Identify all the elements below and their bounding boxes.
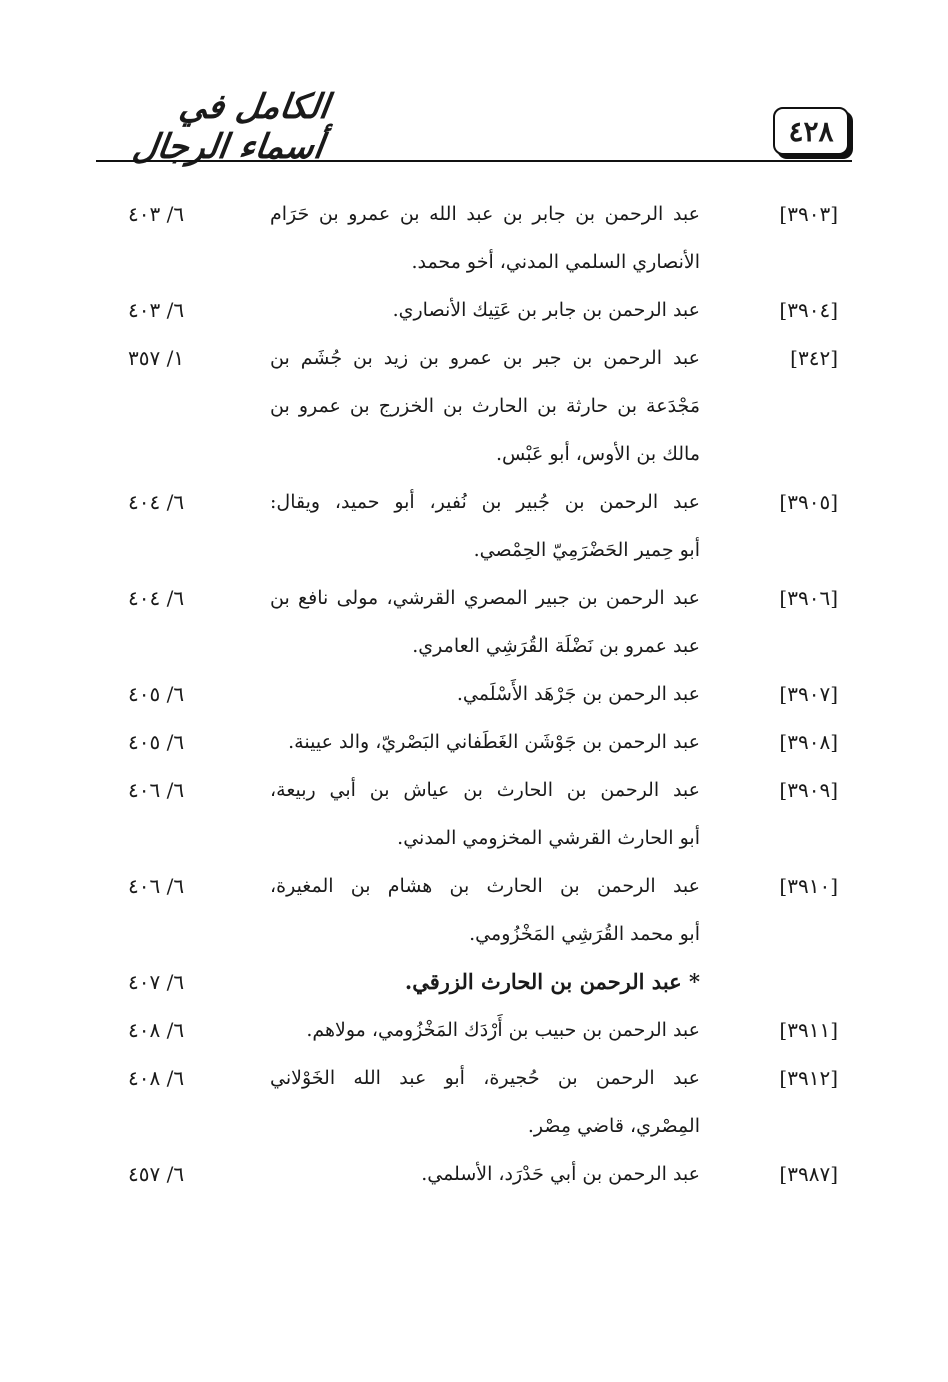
entry-text: عبد الرحمن بن جابر بن عَتِيك الأنصاري. [392, 299, 700, 321]
entry-line [0, 526, 948, 574]
entries-list [0, 190, 948, 1198]
volume-page-reference: ٦/ ٤٠٦ [128, 874, 185, 898]
entry-text: عبد الرحمن بن جَوْشَن الغَطَفاني البَصْريّ، والد عيينة. [288, 731, 700, 753]
volume-page-reference: ٦/ ٤٠٤ [128, 586, 185, 610]
entry-line [0, 478, 948, 526]
entry-line [0, 382, 948, 430]
entry-text: أبو الحارث القرشي المخزومي المدني. [397, 827, 700, 849]
page-number: ٤٢٨ [773, 107, 849, 155]
entry-text: مالك بن الأوس، أبو عَبْس. [495, 443, 700, 465]
entry-text: عبد الرحمن بن حُجيرة، أبو عبد الله الخَوْلاني [270, 1067, 700, 1089]
book-title: الكامل في أسماء الرجال [129, 87, 332, 167]
list-item [0, 286, 948, 334]
volume-page-reference: ٦/ ٤٠٨ [128, 1018, 185, 1042]
entry-text: المِصْري، قاضي مِصْر. [527, 1115, 700, 1137]
entry-line [0, 814, 948, 862]
entry-number: [٣٩٠٩] [779, 778, 838, 802]
entry-text: * عبد الرحمن بن الحارث الزرقي. [404, 969, 700, 994]
list-item [0, 1006, 948, 1054]
entry-line [0, 430, 948, 478]
entry-line [0, 1102, 948, 1150]
entry-line [0, 910, 948, 958]
entry-number: [٣٩٠٤] [779, 298, 838, 322]
list-item [0, 190, 948, 286]
entry-line [0, 718, 948, 766]
volume-page-reference: ١/ ٣٥٧ [128, 346, 185, 370]
volume-page-reference: ٦/ ٤٠٤ [128, 490, 185, 514]
entry-line [0, 1054, 948, 1102]
entry-number: [٣٩١٠] [779, 874, 838, 898]
list-item [0, 1054, 948, 1150]
volume-page-reference: ٦/ ٤٠٧ [128, 970, 185, 994]
list-item [0, 1150, 948, 1198]
list-item [0, 574, 948, 670]
entry-line [0, 190, 948, 238]
entry-line [0, 862, 948, 910]
entry-number: [٣٩١٢] [779, 1066, 838, 1090]
volume-page-reference: ٦/ ٤٠٥ [128, 682, 185, 706]
list-item [0, 478, 948, 574]
entry-number: [٣٩١١] [779, 1018, 838, 1042]
entry-text: عبد الرحمن بن جبر بن عمرو بن زيد بن جُشَم بن [270, 347, 700, 369]
entry-line [0, 1006, 948, 1054]
page-header [0, 0, 948, 170]
volume-page-reference: ٦/ ٤٠٣ [128, 298, 185, 322]
volume-page-reference: ٦/ ٤٠٦ [128, 778, 185, 802]
volume-page-reference: ٦/ ٤٥٧ [128, 1162, 185, 1186]
entry-text: عبد الرحمن بن حبيب بن أَرْدَك المَخْزُومي، مولاهم. [306, 1019, 700, 1041]
entry-text: عبد الرحمن بن جُبير بن نُفير، أبو حميد، ويقال: [270, 491, 700, 513]
entry-text: عبد الرحمن بن أبي حَدْرَد، الأسلمي. [421, 1163, 700, 1185]
entry-number: [٣٩٠٧] [779, 682, 838, 706]
volume-page-reference: ٦/ ٤٠٥ [128, 730, 185, 754]
entry-number: [٣٩٠٨] [779, 730, 838, 754]
volume-page-reference: ٦/ ٤٠٣ [128, 202, 185, 226]
entry-line [0, 334, 948, 382]
entry-text: عبد الرحمن بن جَرْهَد الأَسْلَمي. [456, 683, 700, 705]
heading-entry [0, 958, 948, 1006]
list-item [0, 862, 948, 958]
entry-text: عبد الرحمن بن الحارث بن هشام بن المغيرة، [270, 875, 700, 897]
entry-number: [٣٤٢] [790, 346, 838, 370]
entry-line [0, 670, 948, 718]
list-item [0, 718, 948, 766]
entry-line [0, 238, 948, 286]
entry-line [0, 958, 948, 1006]
entry-line [0, 574, 948, 622]
entry-line [0, 1150, 948, 1198]
entry-text: أبو حِمير الحَضْرَمِيّ الحِمْصي. [473, 539, 700, 561]
list-item [0, 670, 948, 718]
entry-number: [٣٩٨٧] [779, 1162, 838, 1186]
entry-line [0, 286, 948, 334]
entry-number: [٣٩٠٥] [779, 490, 838, 514]
volume-page-reference: ٦/ ٤٠٨ [128, 1066, 185, 1090]
entry-number: [٣٩٠٦] [779, 586, 838, 610]
entry-line [0, 622, 948, 670]
list-item [0, 334, 948, 478]
entry-text: عبد الرحمن بن الحارث بن عياش بن أبي ربيعة، [270, 779, 700, 801]
entry-text: الأنصاري السلمي المدني، أخو محمد. [411, 251, 700, 273]
entry-number: [٣٩٠٣] [779, 202, 838, 226]
entry-text: مَجْدَعة بن حارثة بن الحارث بن الخزرج بن عمرو بن [270, 395, 700, 417]
entry-line [0, 766, 948, 814]
list-item [0, 766, 948, 862]
entry-text: عبد الرحمن بن جبير المصري القرشي، مولى نافع بن [270, 587, 700, 609]
header-rule [96, 160, 852, 162]
entry-text: أبو محمد القُرَشِي المَخْزُومي. [469, 923, 700, 945]
entry-text: عبد الرحمن بن جابر بن عبد الله بن عمرو بن حَرَام [270, 203, 700, 225]
entry-text: عبد عمرو بن نَضْلَة القُرَشِي العامري. [412, 635, 700, 657]
